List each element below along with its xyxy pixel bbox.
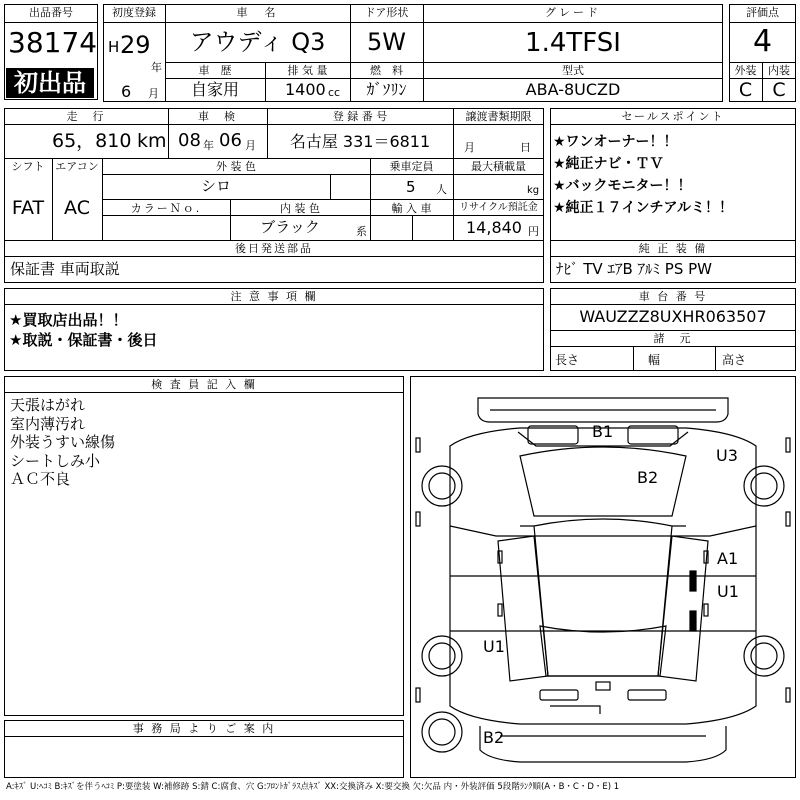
transfer-day-unit: 日: [520, 141, 531, 154]
displacement-label: 排 気 量: [287, 64, 328, 77]
inspector-line: 外装うすい線傷: [10, 433, 116, 451]
int-color: ブラック: [260, 218, 320, 236]
damage-mark-b1: B1: [592, 422, 614, 441]
car-name: アウディ Q3: [189, 28, 326, 56]
ac-label: エアコン: [55, 160, 99, 173]
interior-label: 内装: [768, 64, 790, 77]
inspector-label: 検 査 員 記 入 欄: [151, 378, 257, 391]
sales-point-item: ★純正ナビ・ＴＶ: [553, 156, 664, 172]
inspector-line: 室内薄汚れ: [10, 414, 86, 433]
grade-label: グレード: [545, 6, 601, 19]
shift: FAT: [11, 197, 45, 219]
postponed-label: 後日発送部品: [235, 242, 313, 255]
max-load-label: 最大積載量: [471, 160, 526, 173]
caution-line: ★取説・保証書・後日: [9, 331, 158, 349]
capacity: 5: [406, 178, 416, 196]
sales-point-item: ★ワンオーナー！！: [553, 134, 678, 150]
inspection-year: 08: [178, 130, 201, 151]
inspector-line: ＡＣ不良: [10, 470, 71, 488]
inspector-line: シートしみ小: [10, 451, 101, 470]
damage-mark-u1-left: U1: [483, 637, 505, 656]
exterior-label: 外装: [734, 64, 757, 77]
capacity-unit: 人: [436, 183, 447, 196]
chassis-number: WAUZZZ8UXHR063507: [579, 307, 767, 326]
sales-point-list: [553, 131, 733, 219]
office-label: 事 務 局 よ り ご 案 内: [132, 722, 276, 735]
caution-notes: [9, 310, 157, 350]
fuel: ｶﾞｿﾘﾝ: [366, 80, 407, 99]
legend: A:ｷｽﾞ U:ﾍｺﾐ B:ｷｽﾞを伴うﾍｺﾐ P:要塗装 W:補修跡 S:錆 C:腐食、穴 G:ﾌﾛﾝﾄｶﾞﾗｽ点ｷｽﾞ XX:交換済み X:要交換 欠:欠品 内・外装評価 5段階ﾗﾝｸ順(A・B・C・D・E) 1: [6, 782, 620, 792]
damage-mark-a1: A1: [717, 549, 739, 568]
damage-mark-b2-rear: B2: [483, 728, 505, 747]
damage-mark-u3: U3: [716, 446, 738, 465]
inspection-year-unit: 年: [203, 139, 214, 152]
score: 4: [752, 24, 773, 59]
fuel-label: 燃 料: [370, 64, 403, 77]
damage-mark-b2: B2: [637, 468, 659, 487]
sales-point-item: ★純正１７インチアルミ！！: [553, 200, 733, 216]
inspection-month: 06: [219, 130, 242, 151]
ext-color: シロ: [200, 177, 231, 195]
import-label: 輸 入 車: [391, 202, 432, 215]
model-label: 型式: [562, 64, 584, 77]
recycle-unit: 円: [528, 225, 539, 238]
door-label: ドア形状: [364, 6, 409, 19]
lot-number-label: 出品番号: [29, 6, 73, 19]
displacement: 1400: [285, 80, 326, 99]
int-color-suffix: 系: [356, 225, 367, 238]
shift-label: シフト: [11, 160, 45, 173]
dims-label: 諸 元: [653, 332, 693, 345]
length-label: 長さ: [555, 353, 580, 367]
exterior-grade: C: [738, 79, 753, 101]
score-label: 評価点: [746, 6, 779, 19]
plate-number: 名古屋 331＝6811: [289, 132, 431, 151]
plate-label: 登 録 番 号: [332, 110, 388, 123]
inspection-month-unit: 月: [245, 139, 256, 152]
transfer-label: 譲渡書類期限: [465, 110, 532, 123]
int-color-label: 内 装 色: [280, 202, 320, 215]
era: H: [108, 38, 120, 56]
mileage-unit: km: [137, 130, 167, 152]
sales-point-label: セールスポイント: [621, 110, 725, 123]
height-label: 高さ: [722, 353, 747, 367]
ext-color-label: 外 装 色: [216, 160, 256, 173]
history-label: 車 歴: [198, 64, 232, 77]
color-no-label: カラーＮｏ.: [130, 202, 202, 215]
first-reg-label: 初度登録: [112, 6, 156, 19]
max-load-unit: kg: [527, 185, 540, 196]
ac: AC: [64, 197, 90, 219]
inspector-notes: [10, 396, 115, 489]
model-code: ABA-8UCZD: [525, 80, 621, 99]
reg-year: 29: [120, 31, 151, 59]
reg-month: 6: [121, 82, 132, 101]
equipment: ﾅﾋﾞ TV ｴｱB ｱﾙﾐ PS PW: [556, 260, 712, 278]
mileage: 65，810: [52, 130, 132, 152]
recycle-fee: 14,840: [466, 218, 522, 237]
transfer-month-unit: 月: [464, 141, 475, 154]
equipment-label: 純 正 装 備: [638, 242, 708, 255]
history: 自家用: [190, 80, 239, 99]
lot-number: 38174: [8, 26, 98, 59]
door-type: 5W: [367, 28, 406, 56]
chassis-label: 車 台 番 号: [638, 290, 708, 303]
car-name-label: 車 名: [236, 6, 279, 19]
width-label: 幅: [648, 353, 661, 367]
first-listing-badge: 初出品: [6, 68, 94, 98]
capacity-label: 乗車定員: [389, 160, 434, 173]
recycle-label: リサイクル預託金: [459, 202, 538, 213]
sales-point-item: ★バックモニター！！: [553, 178, 692, 194]
inspection-label: 車 検: [198, 110, 237, 123]
year-unit: 年: [151, 61, 162, 74]
caution-line: ★買取店出品！！: [9, 311, 128, 329]
grade: 1.4TFSI: [525, 28, 621, 58]
caution-label: 注 意 事 項 欄: [230, 290, 318, 303]
damage-mark-u1-right: U1: [717, 582, 739, 601]
postponed-parts: 保証書 車両取説: [10, 260, 120, 278]
inspector-line: 天張はがれ: [10, 396, 86, 414]
month-unit: 月: [148, 87, 159, 100]
interior-grade: C: [772, 79, 786, 101]
mileage-label: 走 行: [66, 110, 106, 123]
displacement-unit: cc: [328, 86, 341, 99]
